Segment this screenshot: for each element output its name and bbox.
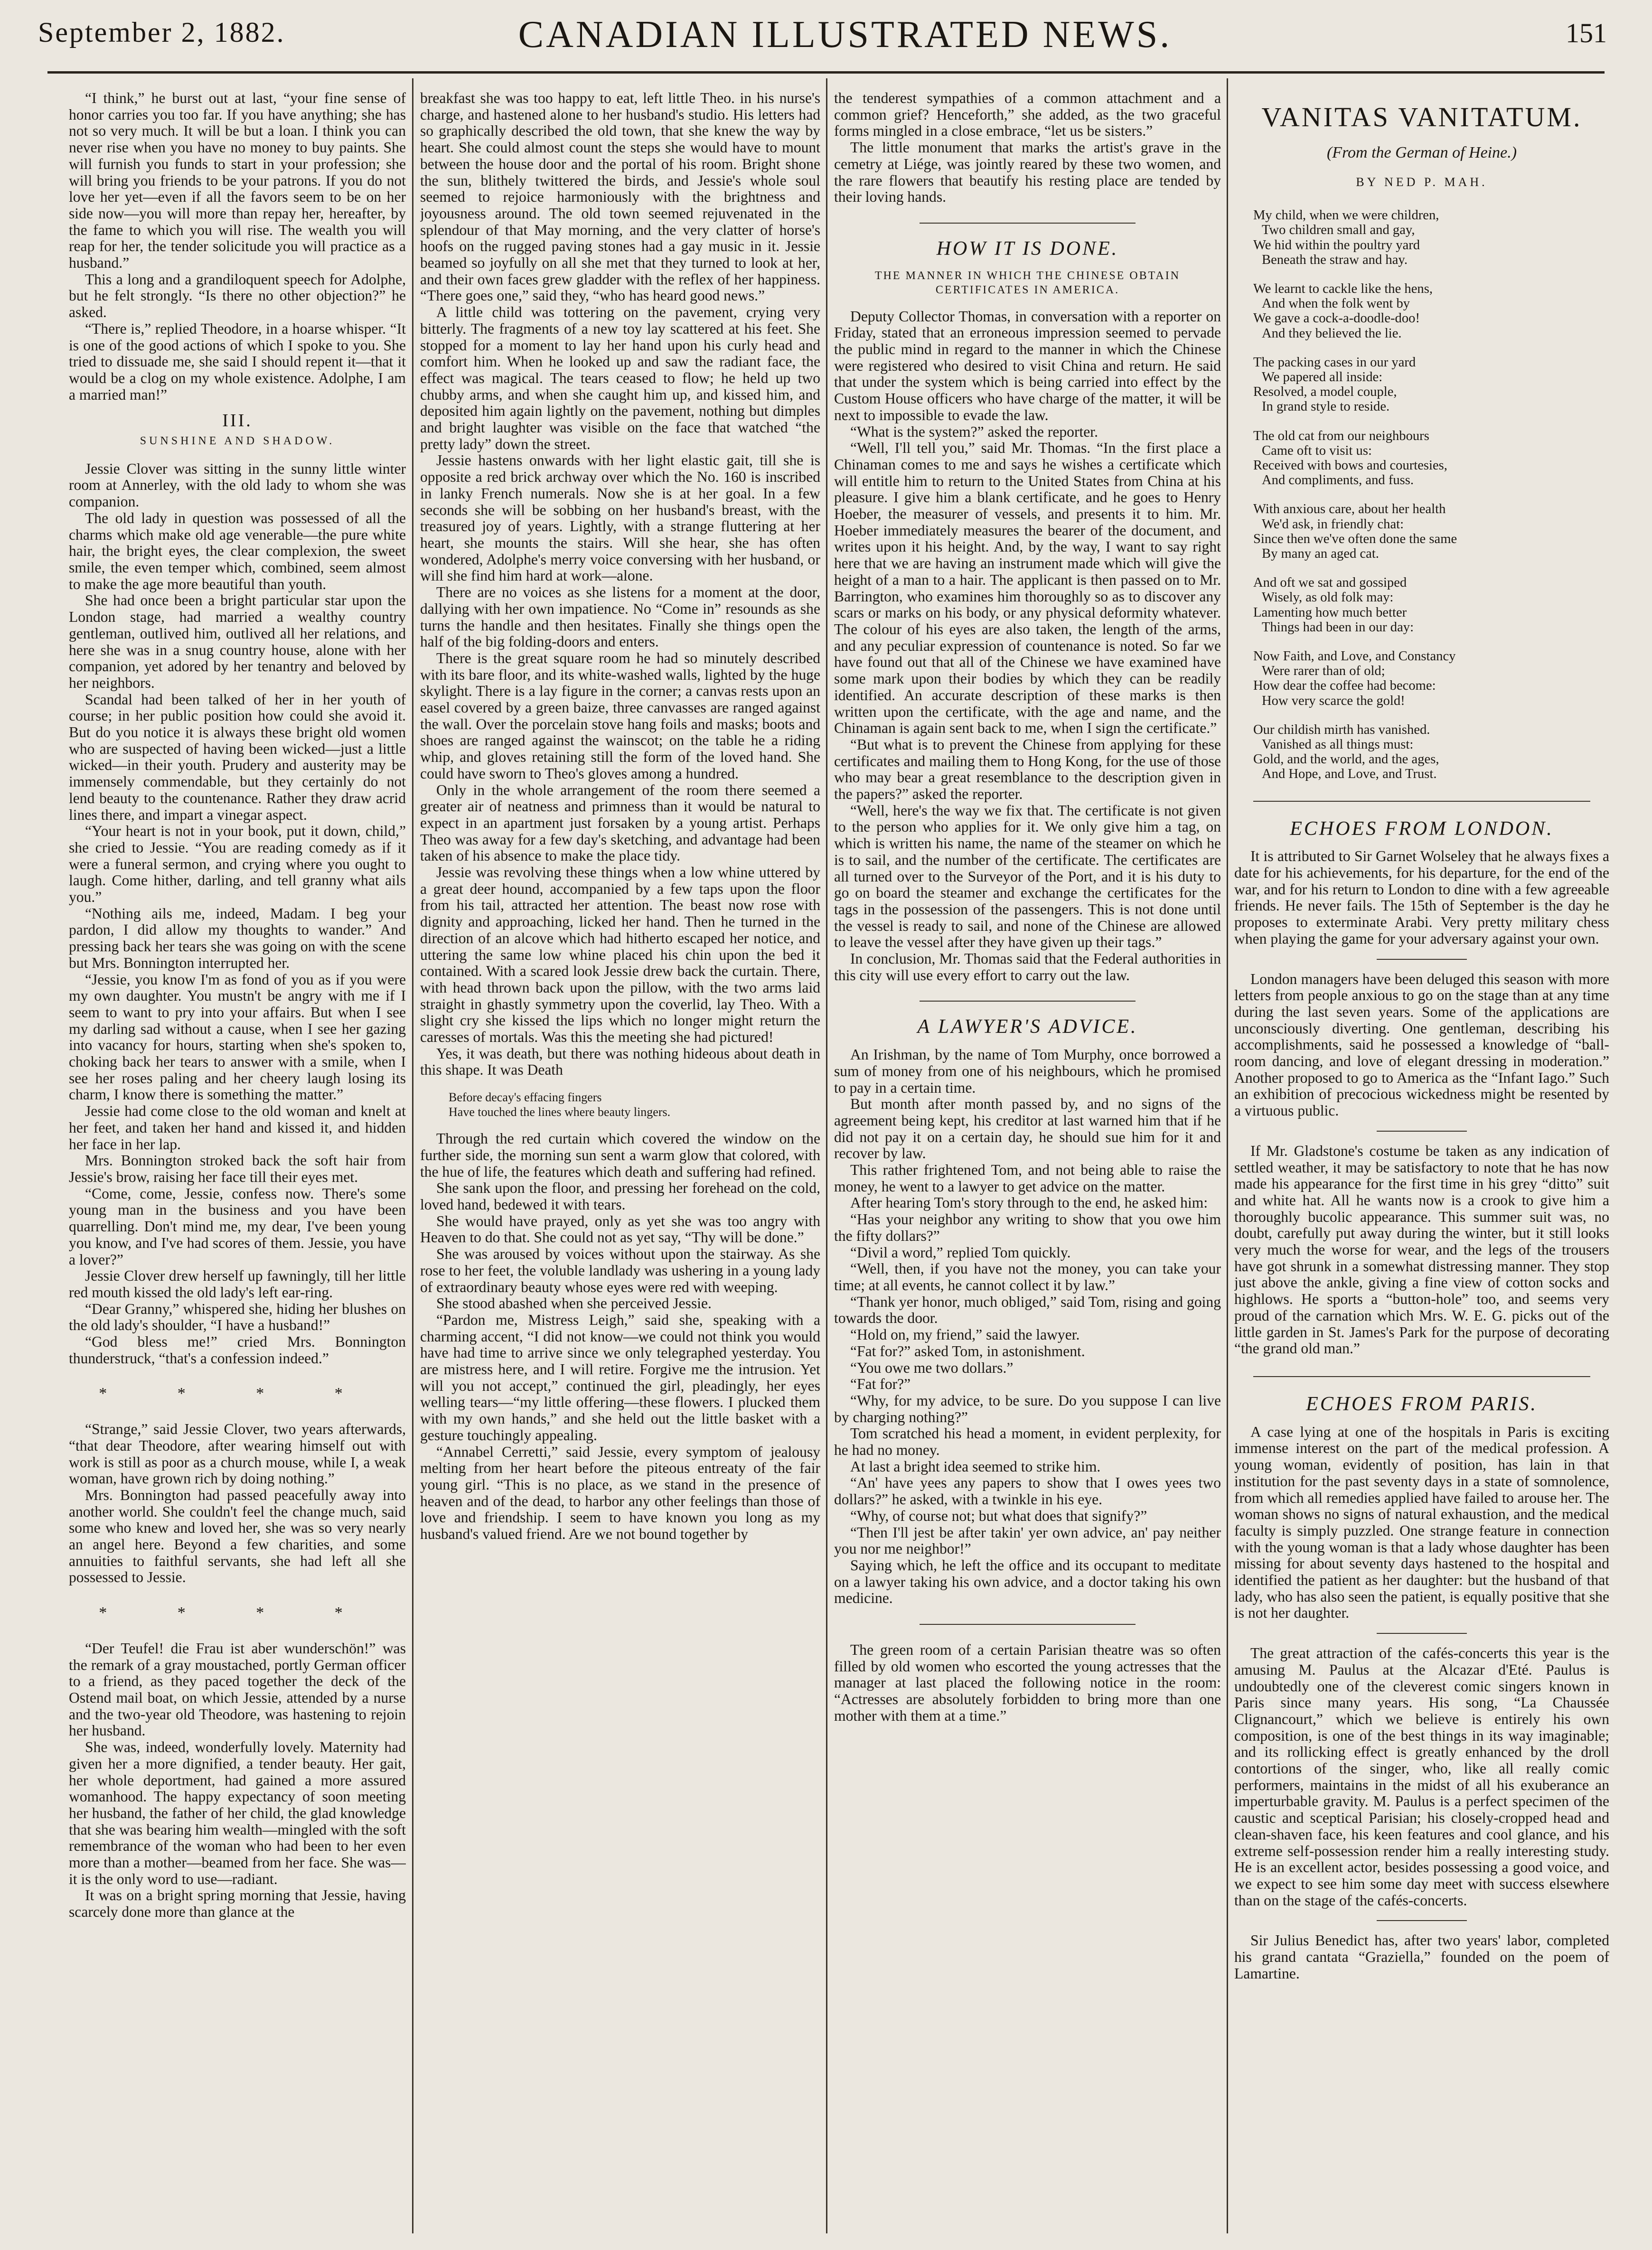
verse-line: And when the folk went by xyxy=(1262,296,1410,311)
paragraph: “Jessie, you know I'm as fond of you as if you were my own daughter. You mustn't be angry with me if I seem to want to pry into your affairs. But when I see my darling sad without a cause, when I see her gazing into vacancy for hours, starting when she's spoken to, choking back her tears to answer with a smile, when I see her roses paling and her cheery laugh losing its charm, I know there is something the matter.” xyxy=(69,971,406,1103)
column-divider xyxy=(412,78,413,2233)
paragraph: Jessie was revolving these things when a low whine uttered by a great deer hound, accompanied by a few taps upon the floor from his tail, attracted her attention. The beast now rose with dignity and approaching, licked her hand. Then he turned in the direction of an alcove which had hitherto escaped her notice, and uttering the same low whine placed his chin upon the bed it contained. With a scared look Jessie drew back the curtain. There, with head thrown back upon the pillow, with the two arms laid straight in ghastly symmetry upon the coverlid, lay Theo. With a slight cry she kissed the lips which no longer might return the caresses of mortals. Was this the meeting she had pictured! xyxy=(420,864,820,1046)
article-rule xyxy=(1253,801,1590,802)
paragraph: “Divil a word,” replied Tom quickly. xyxy=(850,1244,1071,1261)
verse-line: We papered all inside: xyxy=(1262,369,1383,384)
item-rule xyxy=(1377,1633,1467,1634)
verse-line: Received with bows and courtesies, xyxy=(1253,458,1447,473)
verse-line: Two children small and gay, xyxy=(1262,223,1415,238)
article-title-echoes-paris: ECHOES FROM PARIS. xyxy=(1306,1393,1538,1415)
verse-line: We gave a cock-a-doodle-doo! xyxy=(1253,311,1420,326)
poem-stanza xyxy=(1253,502,1609,561)
paragraph: “Well, here's the way we fix that. The certificate is not given to the person who applies for it. We only give him a tag, on which is written his name, the name of the steamer on which he is to sail, and the number of the certificate. The certificates are all turned over to the Surveyor of the Port, and it is his duty to go on board the steamer and exchange the certificates for the tags in the possession of the passengers. This is not done until the vessel is ready to sail, and none of the Chinese are allowed to leave the vessel after they have given up their tags.” xyxy=(834,802,1221,951)
paragraph: There are no voices as she listens for a moment at the door, dallying with her own impatience. No “Come in” resounds as she turns the handle and then hesitates. Finally she things open the half of the big folding-doors and enters. xyxy=(420,584,820,650)
paragraph: Only in the whole arrangement of the room there seemed a greater air of neatness and primness than it would be natural to expect in an apartment just forsaken by a young artist. Perhaps Theo was away for a few day's sketching, and advantage had been taken of his absence to make the place tidy. xyxy=(420,781,820,864)
verse-line: And oft we sat and gossiped xyxy=(1253,575,1407,591)
paragraph: A little child was tottering on the pavement, crying very bitterly. The fragments of a new toy lay scattered at his feet. She stopped for a moment to lay her hand upon his curly head and comfort him. When he looked up and saw the radiant face, the effect was magical. The tears ceased to flow; he held up two chubby arms, and when she caught him up, and kissed him, and deposited him again lightly on the pavement, nothing but dimples and bright laughter was visible on the face that watched “the pretty lady” down the street. xyxy=(420,304,820,452)
verse-line: With anxious care, about her health xyxy=(1253,502,1446,517)
column-3 xyxy=(834,90,1221,2231)
section-break: * * * * xyxy=(99,1604,376,1622)
page-number: 151 xyxy=(1566,18,1607,48)
verse-line: We learnt to cackle like the hens, xyxy=(1253,281,1433,296)
paragraph: “You owe me two dollars.” xyxy=(850,1359,1014,1376)
paragraph: “Der Teufel! die Frau ist aber wunderschön!” was the remark of a gray moustached, portly German officer to a friend, as they paced together the deck of the Ostend mail boat, on which Jessie, attended by a nurse and the two-year old Theodore, was hastening to rejoin her husband. xyxy=(69,1640,406,1739)
paragraph: Through the red curtain which covered the window on the further side, the morning sun sent a warm glow that colored, with the hue of life, the features which death and suffering had refined. xyxy=(420,1130,820,1180)
verse-line: By many an aged cat. xyxy=(1262,546,1379,561)
article-title-lawyers-advice: A LAWYER'S ADVICE. xyxy=(917,1016,1138,1038)
verse-line: Lamenting how much better xyxy=(1253,605,1407,620)
header-rule xyxy=(47,71,1605,74)
issue-date: September 2, 1882. xyxy=(38,17,285,48)
verse-line: The old cat from our neighbours xyxy=(1253,428,1429,443)
verse-line: And compliments, and fuss. xyxy=(1262,473,1414,488)
paragraph: “Thank yer honor, much obliged,” said Tom, rising and going towards the door. xyxy=(834,1293,1221,1327)
poem-stanza xyxy=(1253,281,1609,341)
verse-line: The packing cases in our yard xyxy=(1253,355,1416,370)
newspaper-title: CANADIAN ILLUSTRATED NEWS. xyxy=(518,14,1172,56)
poem-source: (From the German of Heine.) xyxy=(1326,143,1517,161)
verse-line: Gold, and the world, and the ages, xyxy=(1253,752,1439,767)
paragraph: After hearing Tom's story through to the end, he asked him: xyxy=(850,1194,1208,1211)
verse-line: My child, when we were children, xyxy=(1253,208,1439,223)
verse-line: Things had been in our day: xyxy=(1262,619,1414,635)
paragraph: Jessie had come close to the old woman and knelt at her feet, and taken her hand and kissed it, and hidden her face in her lap. xyxy=(69,1103,406,1153)
page-header xyxy=(38,13,1652,66)
paragraph: “Hold on, my friend,” said the lawyer. xyxy=(850,1326,1080,1343)
poem-author: BY NED P. MAH. xyxy=(1356,175,1488,189)
paragraph: It is attributed to Sir Garnet Wolseley that he always fixes a date for his achievements, for his departure, for the end of the war, and for his return to London to dine with a few agreeable friends. He never fails. The 15th of September is the day he proposes to exterminate Arabi. Very pretty military chess when playing the game for your adversary against your own. xyxy=(1234,848,1609,947)
paragraph: “Pardon me, Mistress Leigh,” said she, speaking with a charming accent, “I did not know—we could not think you would have had time to arrive since we only telegraphed yesterday. You are mistress here, and I will retire. Forgive me the intrusion. Yet will you not accept,” continued the girl, pleadingly, her eyes welling tears—“my little offering—these flowers. I plucked them with my own hands,” and she held out the little basket with a gesture touchingly appealing. xyxy=(420,1311,820,1444)
verse-line: Were rarer than of old; xyxy=(1262,664,1385,679)
paragraph: “God bless me!” cried Mrs. Bonnington thunderstruck, “that's a confession indeed.” xyxy=(69,1333,406,1367)
paragraph: At last a bright idea seemed to strike him. xyxy=(850,1458,1101,1475)
article-subtitle: THE MANNER IN WHICH THE CHINESE OBTAIN CERTIFICATES IN AMERICA. xyxy=(874,269,1181,296)
paragraph: She stood abashed when she perceived Jessie. xyxy=(436,1295,712,1312)
verse-line: Our childish mirth has vanished. xyxy=(1253,722,1430,737)
paragraph: the tenderest sympathies of a common attachment and a common grief? Henceforth,” she added, as the two graceful forms mingled in a close embrace, “let us be sisters.” xyxy=(834,90,1221,140)
paragraph: A case lying at one of the hospitals in Paris is exciting immense interest on the part of the medical profession. A young woman, evidently of position, has lain in that institution for the past seventy days in a state of somnolence, from which all remedies applied have failed to arouse her. The woman shows no signs of natural exhaustion, and the medical faculty is simply puzzled. One strange feature in connection with the young woman is that a lady whose daughter has been missing for about seventy days hastened to the hospital and identified the patient as her daughter: but the husband of that lady, who has also seen the patient, is equally positive that she is not her daughter. xyxy=(1234,1423,1609,1622)
paragraph: “Come, come, Jessie, confess now. There's some young man in the business and you have been quarrelling. Don't mind me, my dear, I've been young you know, and I've had scores of them. Jessie, you have a lover?” xyxy=(69,1185,406,1268)
paragraph: “I think,” he burst out at last, “your fine sense of honor carries you too far. If you have anything; she has not so very much. It will be but a loan. I think you can never rise when you have no money to buy paints. She will furnish you funds to start in your profession; she will bring you friends to be your patrons. If you do not love her yet—even if all the favors seem to be on her side now—you will more than repay her, hereafter, by the fame to which you will rise. The wealth you will reap for her, the tender solicitude you will practice as a husband.” xyxy=(69,90,406,272)
verse-line: How very scarce the gold! xyxy=(1262,693,1405,708)
verse-line: And they believed the lie. xyxy=(1262,326,1402,341)
poem-title: VANITAS VANITATUM. xyxy=(1261,102,1582,132)
paragraph: It was on a bright spring morning that Jessie, having scarcely done more than glance at the xyxy=(69,1887,406,1921)
verse-line: Beneath the straw and hay. xyxy=(1262,252,1408,267)
paragraph: Mrs. Bonnington stroked back the soft hair from Jessie's brow, raising her face till their eyes met. xyxy=(69,1152,406,1185)
poem-stanza xyxy=(1253,429,1609,488)
paragraph: In conclusion, Mr. Thomas said that the Federal authorities in this city will use every effort to carry out the law. xyxy=(834,950,1221,984)
verse-line: In grand style to reside. xyxy=(1262,399,1390,414)
column-1 xyxy=(69,90,406,2231)
paragraph: Deputy Collector Thomas, in conversation with a reporter on Friday, stated that an erroneous impression seemed to pervade the public mind in regard to the manner in which the Chinese were registered who desired to visit China and return. He said that under the system which is being carried into effect by the Custom House officers who have charge of the matter, it will be next to impossible to evade the law. xyxy=(834,308,1221,423)
verse-line: Wisely, as old folk may: xyxy=(1262,590,1394,605)
paragraph: Scandal had been talked of her in her youth of course; in her public position how could she avoid it. But do you notice it is always these bright old women who are suspected of having been wicked—just a little wicked—in their youth. Prudery and austerity may be immensely commendable, but they certainly do not lend beauty to the countenance. Rather they draw acrid lines there, and impart a vinegar aspect. xyxy=(69,691,406,823)
article-rule xyxy=(920,1624,1136,1625)
paragraph: An Irishman, by the name of Tom Murphy, once borrowed a sum of money from one of his neighbours, which he promised to pay in a certain time. xyxy=(834,1046,1221,1096)
paragraph: If Mr. Gladstone's costume be taken as any indication of settled weather, it may be satisfactory to note that he has now made his appearance for the first time in his grey “ditto” suit and white hat. All he wants now is a crook to give him a thoroughly bucolic appearance. This summer suit was, no doubt, carefully put away during the winter, but it still looks very much the worse for wear, and the legs of the trousers have got shrunk in a somewhat distressing manner. They stop just above the ankle, giving a fine view of cotton socks and highlows. He sports a “button-hole” too, and seems very proud of the carnation which Mrs. W. E. G. picks out of the little garden in St. James's Park for the purpose of decorating “the grand old man.” xyxy=(1234,1142,1609,1357)
paragraph: “Then I'll jest be after takin' yer own advice, an' pay neither you nor me neighbor!” xyxy=(834,1524,1221,1557)
column-4 xyxy=(1234,90,1609,2231)
paragraph: This a long and a grandiloquent speech for Adolphe, but he felt strongly. “Is there no other objection?” he asked. xyxy=(69,271,406,321)
paragraph: “Fat for?” asked Tom, in astonishment. xyxy=(850,1342,1085,1359)
paragraph: “Annabel Cerretti,” said Jessie, every symptom of jealousy melting from her heart before the piteous entreaty of the fair young girl. “This is no place, as we stand in the presence of heaven and of the dead, to harbor any other feelings than those of love and friendship. I seem to have known you long as my husband's valued friend. Are we not bound together by xyxy=(420,1443,820,1543)
poem-stanza xyxy=(1253,355,1609,414)
item-rule xyxy=(1377,1131,1467,1132)
paragraph: She sank upon the floor, and pressing her forehead on the cold, loved hand, bedewed it with tears. xyxy=(420,1180,820,1213)
article-rule xyxy=(920,223,1136,224)
column-divider xyxy=(1227,78,1228,2233)
chapter-title: SUNSHINE AND SHADOW. xyxy=(140,435,335,448)
paragraph: Tom scratched his head a moment, in evident perplexity, for he had no money. xyxy=(834,1425,1221,1459)
paragraph: She was, indeed, wonderfully lovely. Maternity had given her a more dignified, a tender beauty. Her gait, her whole deportment, had gained a more assured womanhood. The happy expectancy of soon meeting her husband, the father of her child, the glad knowledge that she was bearing him wealth—mingled with the soft remembrance of the woman who had been to her even more than a mother—beamed from her face. She was—it is the only word to use—radiant. xyxy=(69,1739,406,1887)
paragraph: “What is the system?” asked the reporter. xyxy=(850,423,1098,440)
verse-line: Have touched the lines where beauty lingers. xyxy=(449,1105,671,1119)
paragraph: “There is,” replied Theodore, in a hoarse whisper. “It is one of the good actions of which I spoke to you. She tried to dissuade me, she said I should repent it—that it would be a clog on my whole existence. Adolphe, I am a married man!” xyxy=(69,320,406,403)
section-break: * * * * xyxy=(99,1385,376,1403)
paragraph: The green room of a certain Parisian theatre was so often filled by old women who escorted the young actresses that the manager at last placed the following notice in the room: “Actresses are absolutely forbidden to bring more than one mother with them at a time.” xyxy=(834,1641,1221,1724)
verse-line: Since then we've often done the same xyxy=(1253,531,1457,546)
article-title-echoes-london: ECHOES FROM LONDON. xyxy=(1290,817,1554,840)
article-rule xyxy=(920,1001,1136,1002)
paragraph: “Your heart is not in your book, put it down, child,” she cried to Jessie. “You are reading comedy as if it were a funeral sermon, and crying where you ought to laugh. Come hither, darling, and tell granny what ails you.” xyxy=(69,823,406,906)
poem-stanza xyxy=(1253,575,1609,635)
paragraph: breakfast she was too happy to eat, left little Theo. in his nurse's charge, and hastened alone to her husband's studio. His letters had so graphically described the old town, that she knew the way by heart. She could almost count the steps she would have to mount between the house door and the portal of his room. Bright shone the sun, blithely twittered the birds, and Jessie's whole soul seemed to rejoice harmoniously with the brightness and joyousness around. The old town seemed rejuvenated in the splendour of that May morning, and the very clatter of horse's hoofs on the rugged paving stones had a gay music in it. Jessie beamed so joyfully on all she met that they turned to look at her, and their own faces grew gladder with the reflex of her happiness. “There goes one,” said they, “who has heard good news.” xyxy=(420,90,820,304)
paragraph: This rather frightened Tom, and not being able to raise the money, he went to a lawyer to get advice on the matter. xyxy=(834,1162,1221,1195)
paragraph: “Well, then, if you have not the money, you can take your time; at all events, he cannot collect it by law.” xyxy=(834,1260,1221,1294)
paragraph: “But what is to prevent the Chinese from applying for these certificates and mailing them to Hong Kong, for the use of those who may bear a great resemblance to the description given in the papers?” asked the reporter. xyxy=(834,736,1221,803)
paragraph: Saying which, he left the office and its occupant to meditate on a lawyer taking his own advice, and a doctor taking his own medicine. xyxy=(834,1556,1221,1607)
column-divider xyxy=(826,78,827,2233)
paragraph: She had once been a bright particular star upon the London stage, had married a wealthy country gentleman, outlived him, outlived all her relations, and here she was in a snug country house, alone with her companion, yet adored by her tenantry and beloved by her neighbors. xyxy=(69,592,406,691)
verse-line: Resolved, a model couple, xyxy=(1253,384,1397,400)
verse-line: Vanished as all things must: xyxy=(1262,737,1414,752)
paragraph: But month after month passed by, and no signs of the agreement being kept, his creditor at last warned him that if he did not pay it on a certain day, he should sue him for it and recover by law. xyxy=(834,1096,1221,1162)
chapter-number: III. xyxy=(222,411,253,431)
poem-stanza xyxy=(1253,649,1609,708)
paragraph: “Why, for my advice, to be sure. Do you suppose I can live by charging nothing?” xyxy=(834,1392,1221,1425)
paragraph: There is the great square room he had so minutely described with its bare floor, and its white-washed walls, lighted by the huge skylight. There is a lay figure in the corner; a canvas rests upon an easel covered by a green baize, three canvasses are ranged against the wall. Over the porcelain stove hang foils and masks; boots and shoes are ranged against the wainscot; on the table he a riding whip, and gloves retaining still the form of the loved hand. She could have sworn to Theo's gloves among a hundred. xyxy=(420,649,820,782)
paragraph: Jessie Clover drew herself up fawningly, till her little red mouth kissed the old lady's left ear-ring. xyxy=(69,1267,406,1301)
paragraph: “Fat for?” xyxy=(850,1376,911,1393)
paragraph: The great attraction of the cafés-concerts this year is the amusing M. Paulus at the Alcazar d'Eté. Paulus is undoubtedly one of the cleverest comic singers known in Paris since many years. His song, “La Chaussée Clignancourt,” which we believe is entirely his own composition, is one of the best things in its way imaginable; and its rollicking effect is greatly enhanced by the droll contortions of the singer, who, like all really comic performers, maintains in the midst of all his exuberance an imperturbable gravity. M. Paulus is a perfect specimen of the caustic and sceptical Parisian; his closely-cropped head and clean-shaven face, his keen features and cool glance, and his extreme self-possession render him a really interesting study. He is an excellent actor, besides possessing a good voice, and we expect to see him some day meet with success elsewhere than on the stage of the cafés-concerts. xyxy=(1234,1645,1609,1909)
poem-stanza xyxy=(1253,722,1609,782)
verse-line: Before decay's effacing fingers xyxy=(449,1090,602,1105)
verse-line: We'd ask, in friendly chat: xyxy=(1262,516,1404,532)
column-2 xyxy=(420,90,820,2231)
paragraph: “Nothing ails me, indeed, Madam. I beg your pardon, I did allow my thoughts to wander.” And pressing back her tears she was going on with the scene but Mrs. Bonnington interrupted her. xyxy=(69,905,406,971)
verse-line: And Hope, and Love, and Trust. xyxy=(1262,767,1437,782)
verse-line: Now Faith, and Love, and Constancy xyxy=(1253,648,1456,664)
story-continuation xyxy=(69,90,406,403)
paragraph: Mrs. Bonnington had passed peacefully away into another world. She couldn't feel the change much, said some who knew and loved her, she was so very nearly an angel here. Beyond a few charities, and some annuities to faithful servants, she had left all she possessed to Jessie. xyxy=(69,1486,406,1586)
verse-line: How dear the coffee had become: xyxy=(1253,678,1436,694)
item-rule xyxy=(1377,959,1467,960)
article-rule xyxy=(1253,1376,1590,1377)
verse-line: Came oft to visit us: xyxy=(1262,443,1372,458)
paragraph: The little monument that marks the artist's grave in the cemetry at Liége, was jointly reared by these two women, and the rare flowers that beautify his resting place are tended by their loving hands. xyxy=(834,139,1221,206)
paragraph: She was aroused by voices without upon the stairway. As she rose to her feet, the voluble landlady was ushering in a young lady of extraordinary beauty whose eyes were red with weeping. xyxy=(420,1246,820,1295)
article-title-how-it-is-done: HOW IT IS DONE. xyxy=(936,237,1119,260)
paragraph: The old lady in question was possessed of all the charms which make old age venerable—the pure white hair, the bright eyes, the clear complexion, the sweet smile, the even temper which, combined, seem almost to make the age more beautiful than youth. xyxy=(69,509,406,592)
paragraph: Sir Julius Benedict has, after two years' labor, completed his grand cantata “Graziella,” founded on the poem of Lamartine. xyxy=(1234,1932,1609,1982)
paragraph: “Strange,” said Jessie Clover, two years afterwards, “that dear Theodore, after wearing himself out with work is still as poor as a church mouse, while I, a weak woman, have grown rich by doing nothing.” xyxy=(69,1421,406,1487)
paragraph: “An' have yees any papers to show that I owes yees two dollars?” he asked, with a twinkle in his eye. xyxy=(834,1474,1221,1508)
paragraph: “Dear Granny,” whispered she, hiding her blushes on the old lady's shoulder, “I have a husband!” xyxy=(69,1300,406,1334)
paragraph: London managers have been deluged this season with more letters from people anxious to go on the stage than at any time during the last seven years. Some of the applications are unconsciously diverting. One gentleman, describing his accomplishments, said he possessed a knowledge of “ball-room dancing, and love of elegant dressing in moderation.” Another proposed to go to America as the “Infant Iago.” Such an exhibition of precocious wickedness might be resented by a virtuous public. xyxy=(1234,970,1609,1119)
paragraph: Yes, it was death, but there was nothing hideous about death in this shape. It was Death xyxy=(420,1045,820,1078)
paragraph: Jessie Clover was sitting in the sunny little winter room at Annerley, with the old lady to whom she was companion. xyxy=(69,460,406,510)
paragraph: She would have prayed, only as yet she was too angry with Heaven to do that. She could not as yet say, “Thy will be done.” xyxy=(420,1212,820,1246)
verse-quote xyxy=(449,1090,820,1119)
item-rule xyxy=(1377,1920,1467,1921)
verse-line: We hid within the poultry yard xyxy=(1253,237,1420,253)
paragraph: “Well, I'll tell you,” said Mr. Thomas. “In the first place a Chinaman comes to me and says he wishes a certificate which will entitle him to return to the United States from China at his pleasure. I give him a blank certificate, and he goes to Henry Hoeber, the measurer of vessels, and presents it to him. Mr. Hoeber immediately measures the bearer of the document, and writes upon it his height. And, by the way, I want to say right here that we are having an instrument made which will give the height of a man to a hair. The applicant is then passed on to Mr. Barrington, who examines him thoroughly so as to discover any scars or marks on his body, or any physical deformity whatever. The colour of his eyes are also taken, the length of the arms, and any peculiar expression of countenance is noted. So far we have found out that all of the Chinese we have examined have some mark upon their bodies by which they can be readily identified. An accurate description of these marks is then written upon the certificate, with the age and name, and the Chinaman is again sent back to me, when I sign the certificate.” xyxy=(834,440,1221,737)
paragraph: “Has your neighbor any writing to show that you owe him the fifty dollars?” xyxy=(834,1211,1221,1244)
poem-stanza xyxy=(1253,208,1609,267)
paragraph: “Why, of course not; but what does that signify?” xyxy=(850,1507,1147,1524)
paragraph: Jessie hastens onwards with her light elastic gait, till she is opposite a red brick archway over which the No. 160 is inscribed in lanky French numerals. Now she is at her goal. In a few seconds she will be sobbing on her husband's breast, with the treasured joy of years. Lightly, with a strange fluttering at her heart, she mounts the stairs. Will she hear, she has often wondered, Adolphe's merry voice conversing with her husband, or will she find him hard at work—alone. xyxy=(420,452,820,584)
